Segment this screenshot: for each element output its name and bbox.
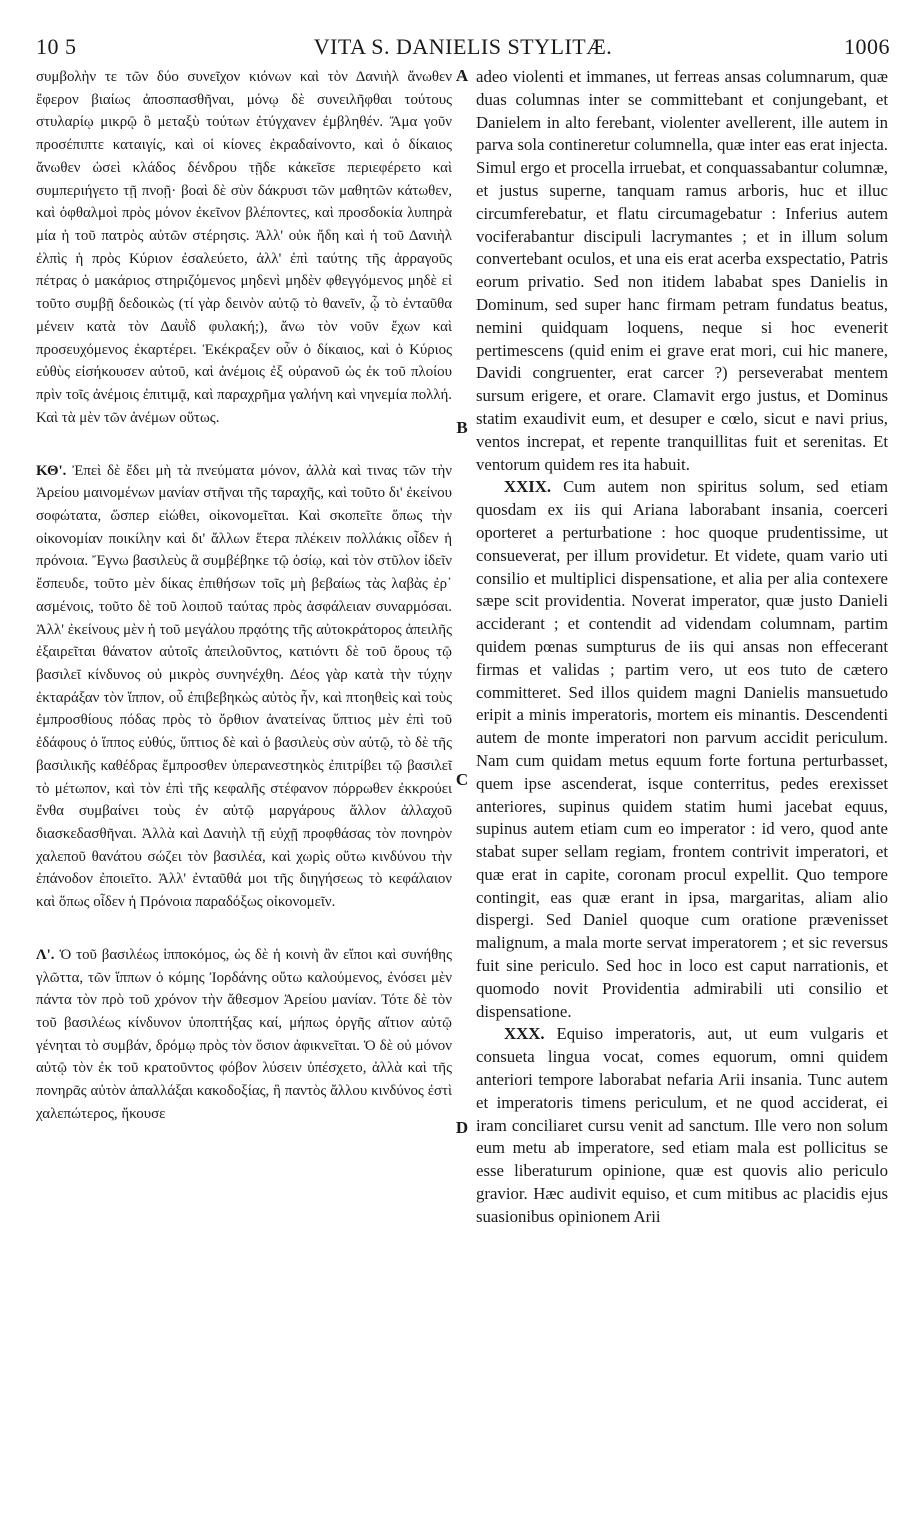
margin-letter-d: D <box>455 1118 469 1137</box>
latin-column <box>476 66 888 1229</box>
latin-section-29 <box>476 476 888 1023</box>
running-header <box>36 34 890 60</box>
running-title: VITA S. DANIELIS STYLITÆ. <box>313 34 613 59</box>
greek-section-30 <box>36 944 452 1126</box>
margin-letter-b: B <box>456 418 468 437</box>
latin-paragraph-1: adeo violenti et immanes, ut ferreas ansas columnarum, quæ duas columnas inter se committebant et conjungebant, et Danielem in alto ferebant, violenter avellerent, ille autem in parva sola contineretur columnella, quæ inter eas erat injecta. Simul ergo et procella irruebat, et conquassabantur columnæ, et justus superne, tanquam ramus arboris, huc et illuc circumferebatur, et flatu circumagebatur : Inferius autem vociferabantur discipuli lacrymantes ; et in illum solum convertebant oculos, et una eis erat acerba exspectatio, Patris eorum privatio. Sed non itidem lababat spes Danielis in Dominum, sed super hanc firmam petram fundatus beatus, nemini quidquam loquens, neque si hoc evenerit pertimescens (quid enim ei grave erat mori, cui hic manere, Davidi congruenter, erat carcer ?) perseverabat mentem sursum erigere, et orare. Clamavit ergo justus, et Dominus statim exaudivit eum, et desuper e cœlo, sicut e navi prius, ventos increpat, et repente tranquillitas fuit et serenitas. Et ventorum quidem res ita habuit. <box>476 67 888 474</box>
latin-section-number: XXIX. <box>504 477 552 497</box>
page-number-right: 1006 <box>844 34 890 59</box>
greek-paragraph-1: συμβολὴν τε τῶν δύο συνεῖχον κιόνων καὶ τὸν Δανιὴλ ἄνωθεν ἔφερον βιαίως ἀποσπασθῆναι, μόνῳ δὲ συνειλῆφθαι τούτους στυλαρίῳ μικρῷ ὃ μεταξὺ τούτων ἐτύγχανεν ἐμβληθέν. Ἅμα γοῦν προσέπιπτε καταιγίς, καὶ οἱ κίονες ἐκραδαίνοντο, καὶ ὁ δίκαιος ἄνωθεν ὡσεὶ κλάδος δένδρου τῇδε κἀκεῖσε περιεφέρετο καὶ συμπεριήγετο τῇ πνοῇ· βοαὶ δὲ σὺν δάκρυσι τῶν μαθητῶν κάτωθεν, καὶ ὀφθαλμοὶ πρὸς μόνον ἐκεῖνον βλέποντες, καὶ προσδοκία λυπηρὰ μία ἡ τοῦ πατρὸς αὐτῶν στέρησις. Ἀλλ' οὐκ ἤδη καὶ ἡ τοῦ Δανιὴλ ἐλπὶς ἡ πρὸς Κύριον ἐσαλεύετο, ἀλλ' ἐπὶ ταύτης τῆς ἀρραγοῦς πέτρας ὁ μακάριος στηριζόμενος μηδενὶ μηδὲν φθεγγόμενος μηδὲ εἰ τοῦτο συμβῇ δεδοικὼς (τί γὰρ δεινὸν αὐτῷ τὸ θανεῖν, ᾧ τὸ ἐνταῦθα μένειν κατὰ τὸν Δαυῒδ φυλακή;), ἄνω τὸν νοῦν ἔχων καὶ προσευχόμενος ἐκαρτέρει. Ἐκέκραξεν οὖν ὁ δίκαιος, καὶ ὁ Κύριος εὐθὺς εἰσήκουσεν αὐτοῦ, καὶ ἀνέμοις ἐξ οὐρανοῦ ὡς ἐκ τοῦ πλοίου πρὶν τοῖς ἀνέμοις ἐπιτιμᾷ, καὶ παραχρῆμα γαλήνη καὶ νηνεμία πολλή. Καὶ τὰ μὲν τῶν ἀνέμων οὕτως. <box>36 69 452 426</box>
greek-section-30-text: Ὁ τοῦ βασιλέως ἱπποκόμος, ὡς δὲ ἡ κοινὴ ἂν εἴποι καὶ συνήθης γλῶττα, τῶν ἵππων ὁ κόμης Ἰορδάνης οὕτω καλούμενος, ἐνόσει μὲν πάντα τὸν πρὸ τοῦ χρόνον τὴν ἄθεσμον Ἀρείου μανίαν. Τότε δὲ τὸν τοῦ βασιλέως κίνδυνον ὑποπτήξας καί, μήπως ὀργῆς αἴτιον αὐτῷ γένηται τὸ συμβάν, δρόμῳ πρὸς τὸν ὅσιον ἀφικνεῖται. Ὁ δὲ οὐ μόνον αὐτῷ τὸν ἐκ τοῦ κρατοῦντος φόβον λύσειν ὑπέσχετο, ἀλλὰ καὶ τῆς πονηρᾶς αὐτὸν ἀπαλλάξαι κακοδοξίας, ἣ παντὸς ἄλλου κινδύνος ἐστὶ χαλεπώτερος, ἤκουσε <box>36 946 452 1122</box>
greek-section-number: ΚΘ'. <box>36 462 67 479</box>
margin-letter-c: C <box>455 770 469 789</box>
greek-section-29-text: Ἐπεὶ δὲ ἔδει μὴ τὰ πνεύματα μόνον, ἀλλὰ καὶ τινας τῶν τὴν Ἀρείου μαινομένων μανίαν στῆναι τῆς ταραχῆς, καὶ τοῦτο δι' ἐκείνου σοφώτατα, ὥσπερ εἰώθει, οἰκονομεῖται. Καὶ σκοπεῖτε ὅπως τὴν οἰκονομίαν ποικίλην καὶ δι' ἄλλων ἕτερα πλέκειν πολλάκις οἶδεν ἡ πρόνοια. Ἔγνω βασιλεὺς ἃ συμβέβηκε τῷ ὁσίῳ, καὶ τὸν στῦλον ἰδεῖν ἔσπευδε, τοῦτο μὲν δίκας ἐπιθήσων τοῖς μὴ βεβαίως τὰς λαβὰς ἐρ᾽ ασμένοις, τοῦτο δὲ τοῦ λοιποῦ ταύτας πρὸς ἀσφάλειαν συναρμόσαι. Ἀλλ' ἐκείνους μὲν ἡ τοῦ μεγάλου πρᾳότης τῆς αὐτοκράτορος ἀπειλῆς ἐξαιρεῖται θάνατον αὐτοῖς ἀπειλοῦντος, κατιόντι δὲ τοῦ ὄρους τῷ βασιλεῖ κίνδυνος οὐ μικρὸς συνηνέχθη. Δέος γὰρ κατὰ τὴν τύχην ἐκταράξαν τὸν ἵππον, οὗ ἐπιβεβηκὼς αὐτὸς ἦν, καὶ πτοηθεὶς καὶ τοὺς ἐμπροσθίους πόδας πρὸς τὸ ὄρθιον ἀνατείνας ὕπτιος μὲν ἐπὶ τοῦ ἐδάφους ὁ ἵππος εὐθύς, ὕπτιος δὲ καὶ ὁ βασιλεὺς σὺν αὐτῷ, τὸ δὲ τῆς βασιλικῆς καθέδρας ἔμπροσθεν ὑπερανεστηκὸς ἐπιτρίβει τῷ βασιλεῖ τὸ μέτωπον, καὶ τὸν ἐπὶ τῆς κεφαλῆς στέφανον πόρρωθεν ἐκκρούει ἔνθα συμβαίνει τοὺς ἐν αὐτῷ μαργάρους ἄλλον ἀλλαχοῦ διασκεδασθῆναι. Ἀλλὰ καὶ Δανιὴλ τῇ εὐχῇ προφθάσας τὸν πονηρὸν χαλεποῦ θανάτου σώζει τὸν βασιλέα, καὶ χωρὶς οὕτω κινδύνου τὴν ἐπάνοδον ἐποιεῖτο. Ἀλλ' ἐνταῦθά μοι τῆς διηγήσεως τὸ κεφάλαιον καὶ ὅπως οἶδεν ἡ Πρόνοια παραδόξως οἰκονομεῖν. <box>36 462 452 911</box>
latin-section-30-text: Equiso imperatoris, aut, ut eum vulgaris et consueta lingua vocat, comes equorum, omni quidem anteriori tempore laborabat nefaria Arii insania. Tunc autem et imperatoris timens periculum, et ne quod acciderat, ei iram conciliaret cursu venit ad sanctum. Ille vero non solum eum metu ab imperatore, sed etiam mala est pollicitus se esse liberaturum opinione, quæ est quovis alio periculo gravior. Hæc audivit equiso, et cum mitibus ac placidis ejus suasionibus opinionem Arii <box>476 1024 888 1226</box>
margin-letter-a: A <box>455 66 469 85</box>
greek-section-29 <box>36 460 452 914</box>
page-number-left: 10 5 <box>36 34 77 59</box>
latin-section-30 <box>476 1023 888 1228</box>
latin-section-29-text: Cum autem non spiritus solum, sed etiam quosdam ex iis qui Ariana laborabant insania, coerceri oporteret a perturbatione : hoc quoque prudentissime, ut consueverat, per illum providetur. Et videte, quam vario uti consilio et multiplici dispensatione, et alia per alia contexere sæpe scit providentia. Noverat imperator, quæ justo Danieli acciderant ; et contendit ad videndam columnam, partim quidem pœnas sumpturus de iis qui ansas non effecerant firmas et validas ; partim vero, ut eos tuto de cætero committeret. Sed illos quidem magni Danielis mansuetudo eripit a minis imperatoris, mortem eis minantis. Descendenti autem de monte imperatori non parvum accidit periculum. Nam cum quidam metus equum forte fortuna perturbasset, quem ipse ascenderat, isque conterritus, pedes erexisset anteriores, supinus quidem statim humi jacebat equus, supinus autem etiam cum eo imperator : id vero, quod ante stabat super sellam regiam, frontem contrivit imperatori, et quæ erat in capite, coronam procul expellit. Quo tempore contingit, eas quæ erant in ipsa, margaritas, aliam alio dispergi. Sed Daniel quoque cum oratione prævenisset malignum, a mala morte servat imperatorem ; et sic reversus fuit sine periculo. Sed hoc in loco est caput narrationis, et quomodo novit Providentia admirabili uti consilio et dispensatione. <box>476 477 888 1021</box>
greek-section-number: Λ'. <box>36 946 55 963</box>
latin-section-number: XXX. <box>504 1024 545 1044</box>
greek-column <box>36 66 452 1126</box>
